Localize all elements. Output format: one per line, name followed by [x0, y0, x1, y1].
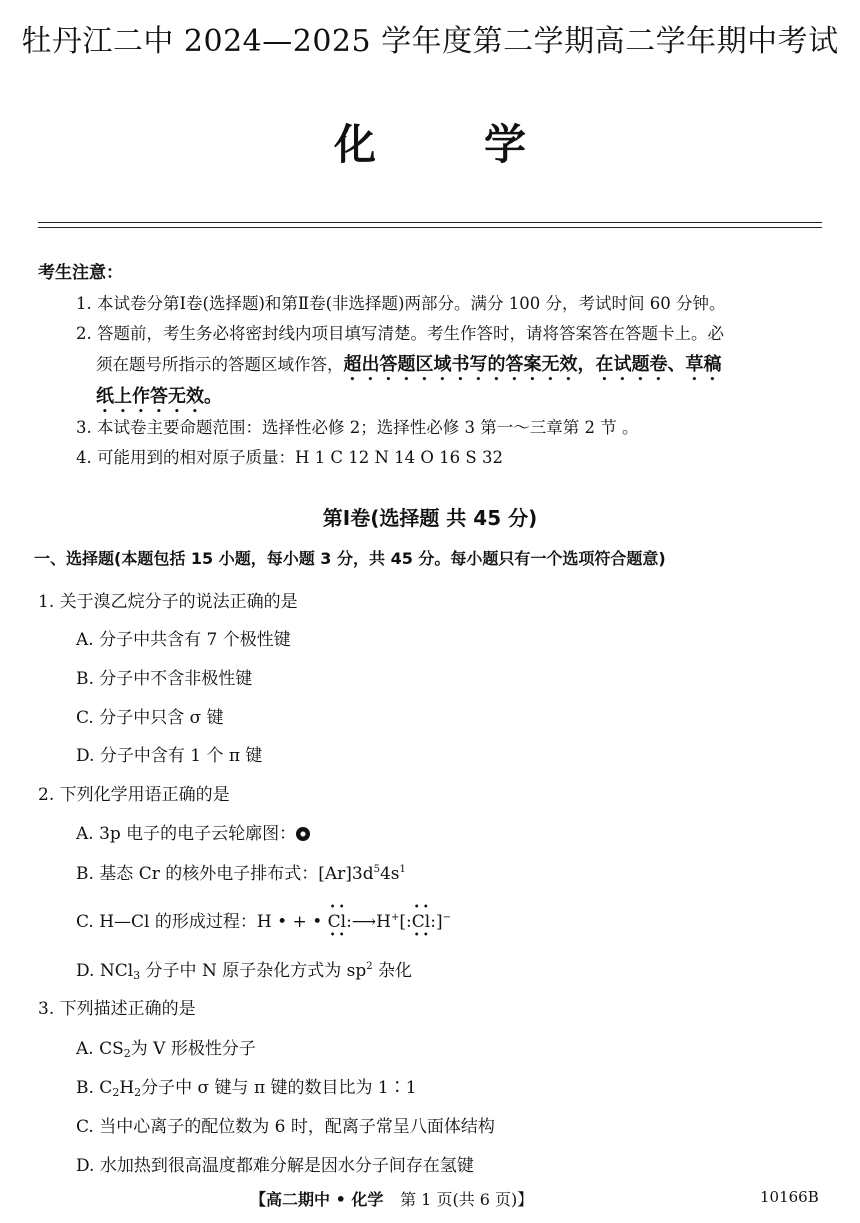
question-1-option-c: C. 分子中只含 σ 键: [76, 708, 224, 728]
question-1-option-d: D. 分子中含有 1 个 π 键: [76, 746, 263, 766]
question-3-option-b-post: 分子中 σ 键与 π 键的数目比为 1∶1: [141, 1078, 417, 1098]
question-3-option-b-pre: B. C: [76, 1078, 113, 1098]
question-1-option-a: A. 分子中共含有 7 个极性键: [76, 630, 291, 650]
page-footer: [250, 1187, 533, 1210]
question-2-option-c: [76, 902, 451, 941]
question-2-option-b: [76, 859, 406, 884]
question-2-option-d-sub: 3: [133, 969, 141, 982]
lewis-chloride-ion: • • Cl • •: [411, 902, 431, 941]
question-2-option-d-post: 杂化: [372, 961, 413, 981]
lewis-cl-symbol-2: Cl: [411, 912, 431, 932]
question-3-stem: 3. 下列描述正确的是: [38, 999, 196, 1019]
notice-item-2b: [96, 350, 722, 385]
question-2-option-a: [76, 819, 310, 844]
question-2-option-b-sup2: 1: [399, 864, 406, 875]
question-3-option-b-mid: H: [119, 1078, 135, 1098]
subject-char-1: 化: [333, 120, 376, 169]
lewis-bracket-close: :]: [430, 912, 443, 932]
question-2-option-b-sup1: 5: [373, 864, 380, 875]
lewis-cl-symbol-1: Cl: [327, 912, 347, 932]
part-heading: 一、选择题(本题包括 15 小题，每小题 3 分，共 45 分。每小题只有一个选项符合题意): [34, 549, 666, 568]
question-2-option-b-mid: 4s: [379, 864, 400, 884]
subject-title: [0, 112, 860, 172]
lewis-arrow: :⟶H: [346, 912, 392, 932]
notice-item-2b-plain: 须在题号所指示的答题区域作答，: [96, 355, 344, 374]
question-2-option-c-text: C. H—Cl 的形成过程：H • + •: [76, 912, 323, 932]
notice-item-1: 1. 本试卷分第Ⅰ卷(选择题)和第Ⅱ卷(非选择题)两部分。满分 100 分，考试时间 60 分钟。: [76, 294, 726, 313]
notice-item-2a: 2. 答题前，考生务必将密封线内项目填写清楚。考生作答时，请将答案答在答题卡上。必: [76, 324, 724, 343]
question-2-option-d-sup: 2: [366, 961, 373, 972]
notice-item-3: 3. 本试卷主要命题范围：选择性必修 2；选择性必修 3 第一～三章第 2 节 。: [76, 418, 639, 437]
notice-item-4: 4. 可能用到的相对原子质量：H 1 C 12 N 14 O 16 S 32: [76, 448, 503, 467]
lewis-bracket-open: [:: [399, 912, 412, 932]
question-2-option-a-text: A. 3p 电子的电子云轮廓图：: [76, 824, 297, 844]
footer-label: 【高二期中 • 化学: [250, 1190, 384, 1209]
notice-heading: 考生注意：: [38, 263, 123, 283]
question-3-option-c: C. 当中心离子的配位数为 6 时，配离子常呈八面体结构: [76, 1117, 495, 1137]
question-2-stem: 2. 下列化学用语正确的是: [38, 785, 230, 805]
question-2-option-d-pre: D. NCl: [76, 961, 134, 981]
p-orbital-cloud-icon: [296, 827, 310, 841]
question-3-option-d: D. 水加热到很高温度都难分解是因水分子间存在氢键: [76, 1156, 474, 1176]
question-2-option-d-mid: 分子中 N 原子杂化方式为 sp: [140, 961, 367, 981]
question-1-stem: 1. 关于溴乙烷分子的说法正确的是: [38, 592, 298, 612]
notice-emphasis-2: 纸上作答无效。: [96, 386, 222, 407]
question-3-option-a: [76, 1034, 256, 1060]
section-title: 第Ⅰ卷(选择题 共 45 分): [322, 506, 538, 530]
question-3-option-b-sub2: 2: [134, 1086, 142, 1099]
question-3-option-a-post: 为 V 形极性分子: [130, 1039, 256, 1059]
footer-page-number: 第 1 页(共 6 页)】: [400, 1190, 534, 1209]
exam-code: 10166B: [760, 1188, 819, 1206]
question-2-option-b-text: B. 基态 Cr 的核外电子排布式：[Ar]3d: [76, 864, 374, 884]
question-3-option-b-sub1: 2: [112, 1086, 120, 1099]
question-2-option-d: [76, 956, 412, 982]
header-rule-bottom: [38, 227, 822, 228]
question-1-option-b: B. 分子中不含非极性键: [76, 669, 253, 689]
lewis-chlorine-atom: • • Cl • •: [327, 902, 347, 941]
lewis-charge: −: [442, 912, 451, 923]
question-3-option-a-sub: 2: [123, 1047, 131, 1060]
notice-emphasis-1: 超出答题区域书写的答案无效，在试题卷、草稿: [343, 354, 722, 375]
question-3-option-a-pre: A. CS: [76, 1039, 124, 1059]
subject-char-2: 学: [484, 120, 527, 169]
header-rule-top: [38, 222, 822, 223]
exam-title: 牡丹江二中 2024—2025 学年度第二学期高二学年期中考试: [21, 24, 839, 59]
question-3-option-b: [76, 1073, 417, 1099]
lewis-h-plus: +: [391, 912, 400, 923]
